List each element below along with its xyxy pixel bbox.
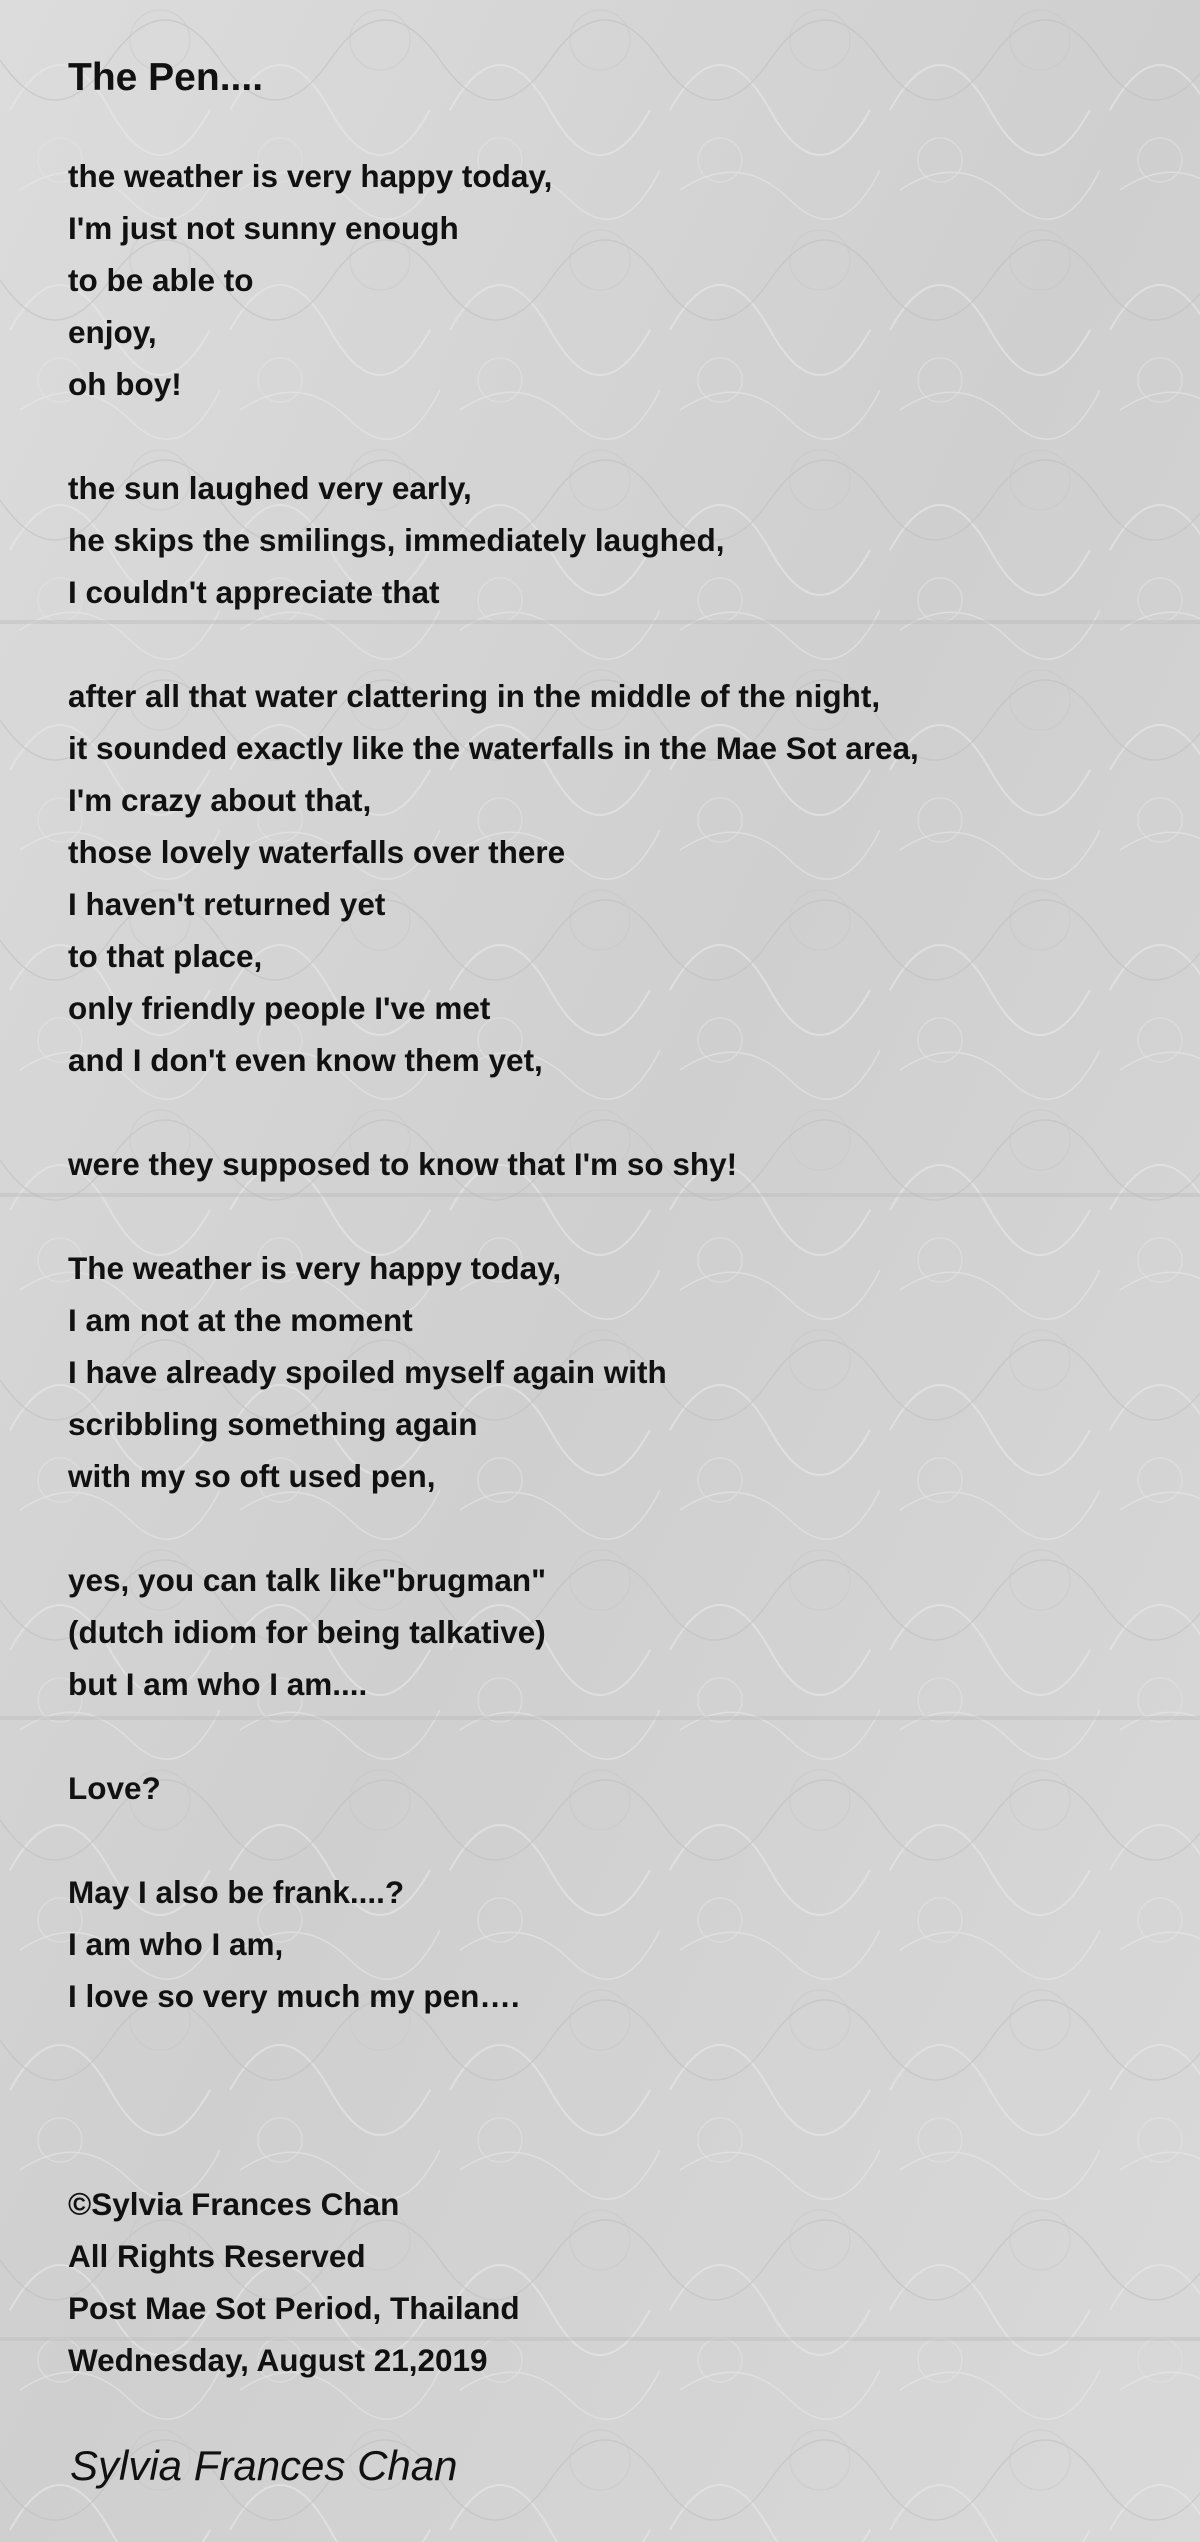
stanza-break: [68, 1814, 1168, 1866]
poem-line: after all that water clattering in the middle of the night,: [68, 678, 881, 714]
author-signature: Sylvia Frances Chan: [70, 2442, 458, 2489]
poem-line: and I don't even know them yet,: [68, 1042, 543, 1078]
poem-line: those lovely waterfalls over there: [68, 834, 566, 870]
poem-line: I'm crazy about that,: [68, 782, 372, 818]
poem-line: were they supposed to know that I'm so shy!: [68, 1146, 738, 1182]
poem-line: I'm just not sunny enough: [68, 210, 459, 246]
poem-line: it sounded exactly like the waterfalls in the Mae Sot area,: [68, 730, 919, 766]
stanza-break: [68, 410, 1168, 462]
poem-line: to be able to: [68, 262, 254, 298]
poem-line: oh boy!: [68, 366, 182, 402]
poem-line: Wednesday, August 21,2019: [68, 2342, 488, 2378]
poem-line: to that place,: [68, 938, 263, 974]
poem-line: but I am who I am....: [68, 1666, 368, 1702]
stanza-break: [68, 618, 1168, 670]
stanza-break: [68, 1710, 1168, 1762]
poem-line: I am not at the moment: [68, 1302, 413, 1338]
stanza-break: [68, 2074, 1168, 2126]
poem-line: with my so oft used pen,: [68, 1458, 436, 1494]
poem-line: the sun laughed very early,: [68, 470, 472, 506]
poem-line: All Rights Reserved: [68, 2238, 366, 2274]
poem-line: Post Mae Sot Period, Thailand: [68, 2290, 520, 2326]
poem-line: I am who I am,: [68, 1926, 284, 1962]
poem-line: scribbling something again: [68, 1406, 478, 1442]
poem-line: I have already spoiled myself again with: [68, 1354, 667, 1390]
poem-line: Love?: [68, 1770, 161, 1806]
stanza-break: [68, 1502, 1168, 1554]
stanza-break: [68, 2126, 1168, 2178]
poem-line: May I also be frank....?: [68, 1874, 405, 1910]
poem-line: enjoy,: [68, 314, 157, 350]
stanza-break: [68, 2022, 1168, 2074]
poem-line: he skips the smilings, immediately laughed,: [68, 522, 725, 558]
poem-line: the weather is very happy today,: [68, 158, 553, 194]
poem-line: I haven't returned yet: [68, 886, 386, 922]
poem-line: The weather is very happy today,: [68, 1250, 562, 1286]
poem-line: only friendly people I've met: [68, 990, 491, 1026]
poem-line: yes, you can talk like"brugman": [68, 1562, 547, 1598]
poem-line: I couldn't appreciate that: [68, 574, 440, 610]
poem-line: (dutch idiom for being talkative): [68, 1614, 546, 1650]
poem-line: ©Sylvia Frances Chan: [68, 2186, 400, 2222]
poem-body: [68, 150, 1168, 2386]
poem-line: I love so very much my pen….: [68, 1978, 520, 2014]
poem-title: The Pen....: [68, 56, 264, 99]
stanza-break: [68, 1086, 1168, 1138]
stanza-break: [68, 1190, 1168, 1242]
